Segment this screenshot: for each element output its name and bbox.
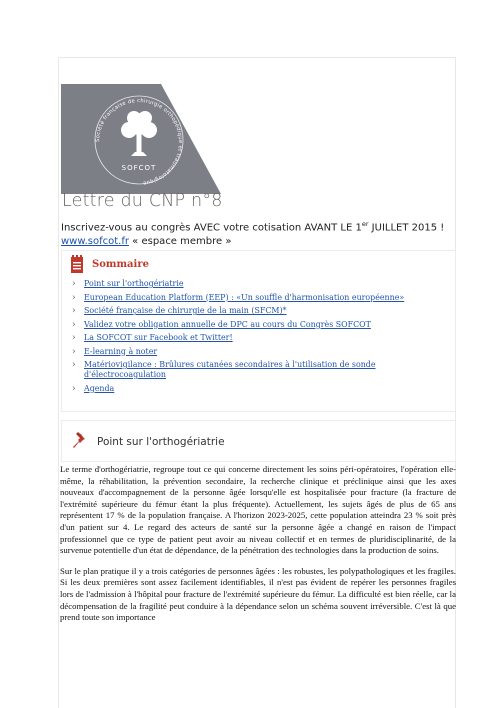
logo-text: SOFCOT — [121, 164, 157, 172]
summary-item[interactable] — [72, 347, 447, 357]
newsletter-title: Lettre du CNP n°8 — [62, 191, 223, 211]
sofcot-logo — [61, 84, 221, 194]
chevron-right-icon: › — [72, 360, 76, 370]
notice-superscript: er — [361, 220, 369, 228]
chevron-right-icon: › — [72, 306, 76, 316]
chevron-right-icon: › — [72, 333, 76, 343]
summary-item[interactable] — [72, 293, 447, 303]
link-suffix: « espace membre » — [129, 236, 232, 248]
summary-item[interactable] — [72, 384, 447, 394]
summary-link[interactable]: E-learning à noter — [84, 346, 158, 356]
article-paragraph: Sur le plan pratique il y a trois catégories de personnes âgées : les robustes, les polypathologiques et les fragiles. Si les deux premières sont assez facilement identifiables, il n'est pas évident de repérer les personnes fragiles lors de l'admission à l'hôpital pour fracture de l'extrémité supérieure du fémur. La difficulté est bien réelle, car la décompensation de la fragilité peut conduire à la dépendance selon un schéma souvent irréversible. C'est là que prend toute son importance — [60, 565, 456, 623]
summary-box — [61, 250, 456, 412]
section-title: Point sur l'orthogériatrie — [97, 436, 225, 448]
congress-notice — [61, 217, 456, 249]
notice-text: Inscrivez-vous au congrès AVEC votre cotisation AVANT LE 1 — [61, 222, 362, 234]
sofcot-seal-icon — [87, 90, 191, 192]
summary-link[interactable]: Point sur l'orthogériatrie — [84, 279, 184, 288]
summary-header — [71, 255, 149, 273]
sofcot-link[interactable]: www.sofcot.fr — [61, 236, 129, 248]
summary-link[interactable]: European Education Platform (EEP) : «Un souffle d'harmonisation européenne» — [84, 292, 405, 302]
pushpin-icon — [72, 431, 90, 449]
chevron-right-icon: › — [72, 292, 76, 303]
summary-link[interactable]: Société française de chirurgie de la main (SFCM)* — [84, 306, 287, 315]
summary-link[interactable]: Validez votre obligation annuelle de DPC au cours du Congrès SOFCOT — [84, 319, 371, 329]
summary-item[interactable] — [72, 279, 447, 289]
notepad-icon — [71, 255, 83, 273]
chevron-right-icon: › — [72, 346, 76, 357]
chevron-right-icon: › — [72, 383, 76, 394]
summary-item[interactable] — [72, 360, 447, 380]
summary-link[interactable]: Agenda — [84, 383, 115, 393]
summary-item[interactable] — [72, 306, 447, 316]
summary-link[interactable]: La SOFCOT sur Facebook et Twitter! — [84, 333, 233, 342]
summary-link[interactable]: Matériovigilance : Brûlures cutanées secondaires à l'utilisation de sonde d'électrocoagulation — [84, 360, 376, 379]
section-header — [61, 420, 456, 462]
chevron-right-icon: › — [72, 279, 76, 289]
summary-item[interactable] — [72, 320, 447, 330]
notice-text-end: JUILLET 2015 ! — [368, 222, 445, 234]
logo-ring-text: Société française de chirurgie orthopédique et traumatologique — [94, 97, 184, 186]
chevron-right-icon: › — [72, 319, 76, 330]
article-paragraph: Le terme d'orthogériatrie, regroupe tout ce qui concerne directement les soins péri-opératoires, l'opération elle-même, la réhabilitation, la prévention secondaire, la recherche clinique et préclinique ainsi que les axes nouveaux d'accompagnement de la personne âgée lorsqu'elle est hospitalisée pour fracture (la fracture de l'extrémité supérieure du fémur étant la plus fréquente). Actuellement, les sujets âgés de plus de 65 ans représentent 17 % de la population française. A l'horizon 2023-2025, cette population atteindra 23 % soit près d'un patient sur 4. Le regard des acteurs de santé sur la personne âgée a changé en raison de l'impact professionnel que ce type de patient peut avoir au niveau collectif et en termes de pluridisciplinarité, de la survenue potentielle d'un état de dépendance, de la pénétration des technologies dans la production de soins. — [60, 464, 456, 556]
summary-item[interactable] — [72, 333, 447, 343]
summary-list — [72, 279, 447, 397]
summary-title: Sommaire — [92, 258, 149, 270]
article-body — [60, 464, 456, 633]
